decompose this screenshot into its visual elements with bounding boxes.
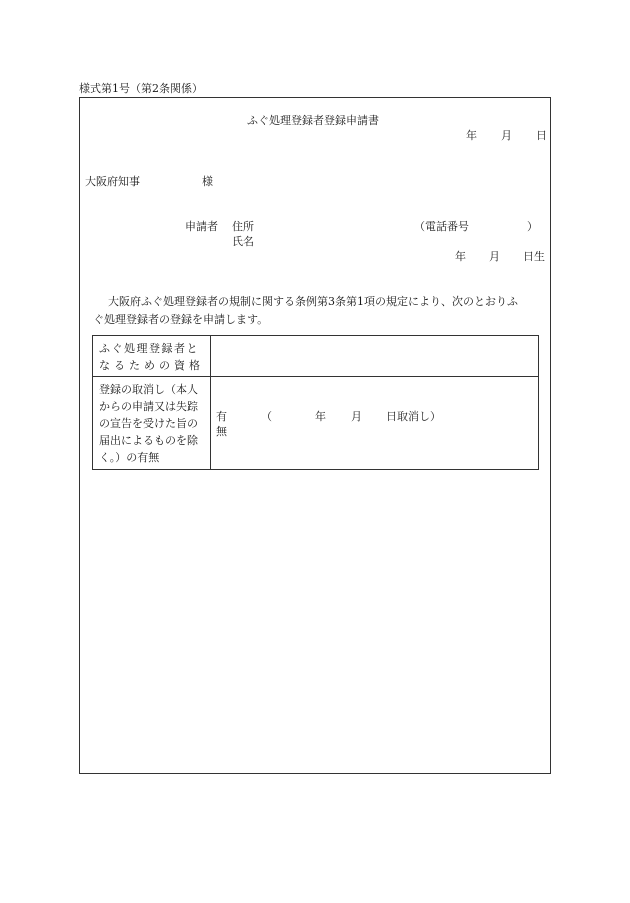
form-number: 様式第1号（第2条関係）	[79, 82, 203, 95]
row2-label	[99, 381, 209, 466]
row2-day-cancel: 日取消し）	[386, 410, 441, 423]
table-column-divider	[210, 336, 211, 469]
row2-label-line: 登録の取消し（本人	[99, 383, 198, 396]
addressee-name: 大阪府知事	[85, 175, 140, 188]
row2-label-line: 届出によるものを除	[99, 434, 198, 447]
birth-day: 日生	[523, 250, 545, 263]
birth-year: 年	[455, 250, 466, 263]
addressee-honorific: 様	[202, 175, 213, 188]
phone-open: （電話番号	[414, 220, 469, 233]
row2-no: 無	[216, 425, 227, 438]
row2-label-line: の宣告を受けた旨の	[99, 417, 198, 430]
address-label: 住所	[232, 220, 254, 233]
date-month: 月	[501, 129, 512, 142]
date-day: 日	[536, 129, 547, 142]
row2-paren-open: （	[261, 410, 272, 423]
phone-close: ）	[527, 220, 538, 233]
row1-label	[99, 340, 207, 374]
birth-month: 月	[489, 250, 500, 263]
body-text-line2: ぐ処理登録者の登録を申請します。	[93, 313, 269, 326]
name-label: 氏名	[232, 235, 254, 248]
table-row-divider	[93, 376, 538, 377]
row2-yes: 有	[216, 410, 227, 423]
row1-label-line2: なるための資格	[99, 359, 204, 372]
form-title: ふぐ処理登録者登録申請書	[247, 114, 379, 127]
row2-label-line: からの申請又は失踪	[99, 400, 198, 413]
body-text-line1: 大阪府ふぐ処理登録者の規制に関する条例第3条第1項の規定により、次のとおりふ	[108, 295, 518, 308]
row2-label-line: く。）の有無	[99, 451, 160, 464]
date-year: 年	[466, 129, 477, 142]
row2-year: 年	[315, 410, 326, 423]
application-table	[92, 335, 539, 470]
applicant-label: 申請者	[185, 220, 218, 233]
row2-month: 月	[351, 410, 362, 423]
row1-label-line1: ふぐ処理登録者と	[99, 342, 199, 355]
